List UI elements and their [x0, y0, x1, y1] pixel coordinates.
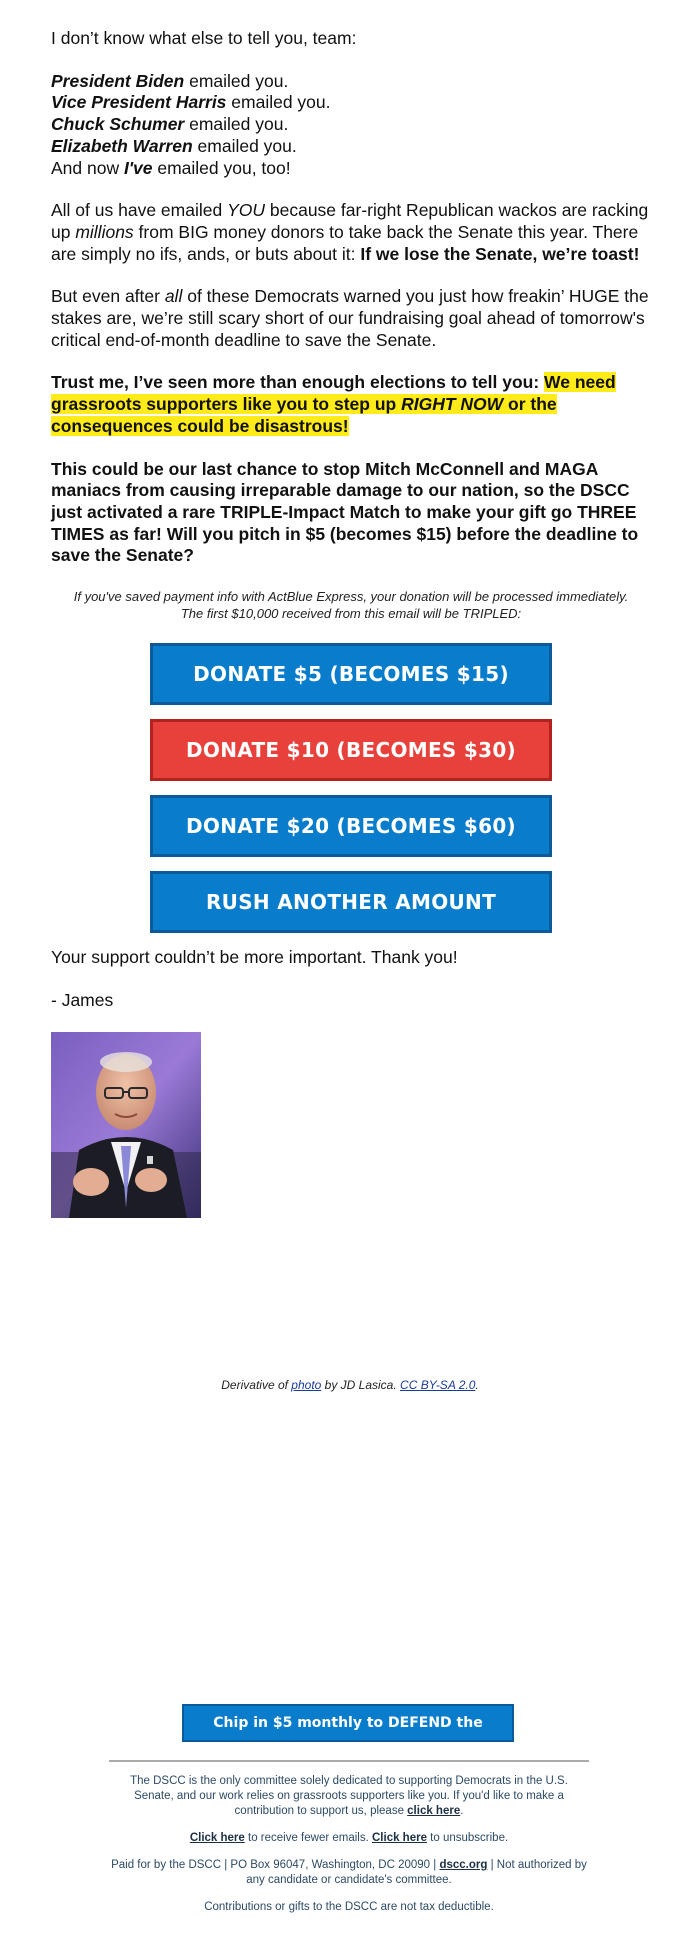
emailer-biden: President Biden emailed you. — [51, 70, 289, 91]
photo-source-link[interactable]: photo — [291, 1378, 322, 1392]
dscc-site-link[interactable]: dscc.org — [439, 1859, 488, 1871]
james-carville-photo — [51, 1032, 201, 1218]
footer-about: The DSCC is the only committee solely dedicated to supporting Democrats in the U.S. Senate, and our work relies on grassroots supporters like you. If you'd like to make a contribution to support us, please click here. — [130, 1775, 568, 1817]
email-body — [51, 28, 651, 1218]
emailers-list — [51, 71, 651, 180]
license-link[interactable]: CC BY-SA 2.0 — [400, 1378, 476, 1392]
footer-email-prefs: Click here to receive fewer emails. Click here to unsubscribe. — [189, 1832, 509, 1844]
unsubscribe-link[interactable]: Click here — [372, 1832, 427, 1844]
donate-10-button[interactable]: DONATE $10 (BECOMES $30) — [150, 719, 552, 781]
footer-paid-for: Paid for by the DSCC | PO Box 96047, Washington, DC 20090 | dscc.org | Not authorized by any candidate or candidate's committee. — [111, 1859, 587, 1886]
emailer-schumer: Chuck Schumer emailed you. — [51, 114, 289, 135]
signature: - James — [51, 989, 114, 1010]
actblue-fineprint: If you've saved payment info with ActBlue Express, your donation will be processed immediately. The first $10,000 received from this email will be TRIPLED: — [73, 589, 629, 622]
photo-credit: Derivative of photo by JD Lasica. CC BY-SA 2.0. — [221, 1378, 479, 1392]
footer — [110, 1774, 588, 1927]
footer-divider — [109, 1760, 589, 1762]
paragraph-triple-match: This could be our last chance to stop Mitch McConnell and MAGA maniacs from causing irreparable damage to our nation, so the DSCC just activated a rare TRIPLE-Impact Match to make your gift go THREE TIMES as far! Will you pitch in $5 (becomes $15) before the deadline to save the Senate? — [51, 458, 639, 566]
monthly-donation-button[interactable]: Chip in $5 monthly to DEFEND the Senate >> — [182, 1704, 514, 1742]
donate-5-button[interactable]: DONATE $5 (BECOMES $15) — [150, 643, 552, 705]
paragraph-trust-me: Trust me, I’ve seen more than enough elections to tell you: We need grassroots supporters like you to step up RIGHT NOW or the consequences could be disastrous! — [51, 372, 616, 436]
donate-other-amount-button[interactable]: RUSH ANOTHER AMOUNT — [150, 871, 552, 933]
donate-button-stack — [51, 643, 651, 933]
and-now-line: And now I've emailed you, too! — [51, 157, 291, 178]
emailer-warren: Elizabeth Warren emailed you. — [51, 135, 297, 156]
intro-line: I don’t know what else to tell you, team: — [51, 28, 357, 48]
closing-line: Your support couldn’t be more important. Thank you! — [51, 947, 458, 968]
paragraph-deadline: But even after all of these Democrats warned you just how freakin’ HUGE the stakes are, we’re still scary short of our fundraising goal ahead of tomorrow's critical end-of-month deadline to save the Senate. — [51, 286, 649, 350]
highlighted-ask: We need grassroots supporters like you to step up RIGHT NOW or the consequences could be disastrous! — [51, 372, 616, 436]
paragraph-emailed: All of us have emailed YOU because far-right Republican wackos are racking up millions from BIG money donors to take back the Senate this year. There are simply no ifs, ands, or buts about it: If we lose the Senate, we’re toast! — [51, 200, 649, 264]
donate-20-button[interactable]: DONATE $20 (BECOMES $60) — [150, 795, 552, 857]
emailer-harris: Vice President Harris emailed you. — [51, 92, 331, 113]
fewer-emails-link[interactable]: Click here — [189, 1832, 245, 1844]
contribute-link[interactable]: click here — [407, 1805, 461, 1817]
footer-tax-note: Contributions or gifts to the DSCC are not tax deductible. — [204, 1901, 494, 1913]
